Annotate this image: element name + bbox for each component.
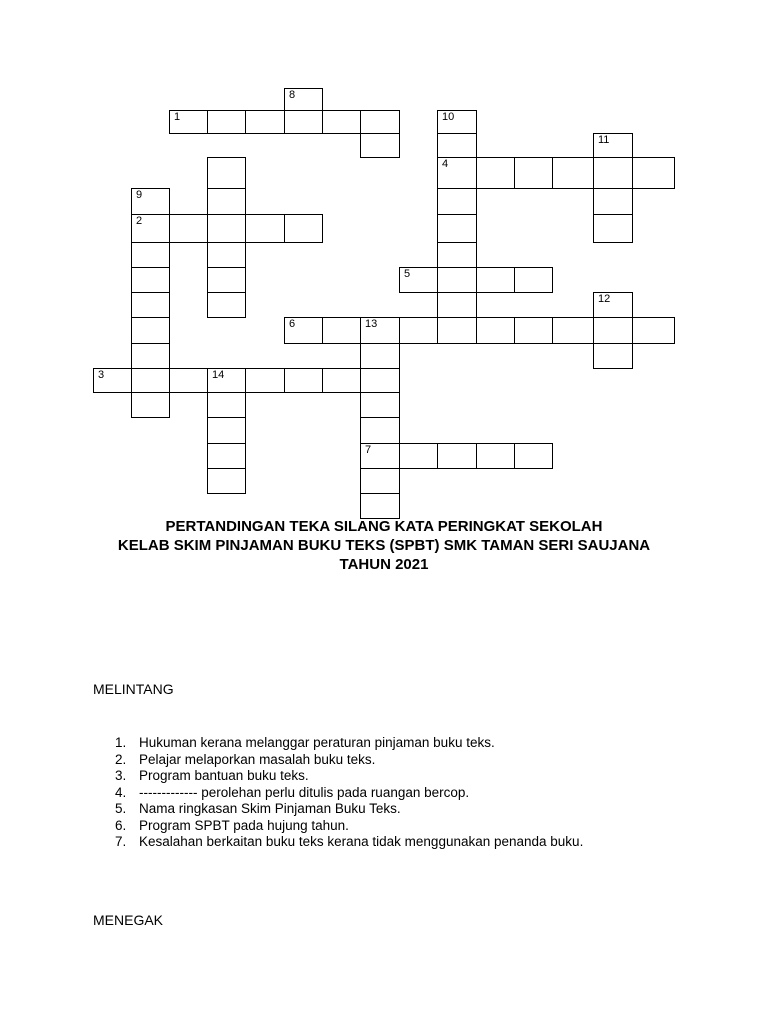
crossword-cell[interactable] <box>207 188 246 215</box>
crossword-cell[interactable] <box>632 317 675 344</box>
across-clue <box>93 834 583 851</box>
crossword-cell[interactable] <box>514 157 553 189</box>
crossword-cell[interactable] <box>399 267 438 293</box>
cell-number: 3 <box>98 369 105 381</box>
crossword-cell[interactable] <box>437 443 477 469</box>
crossword-cell[interactable] <box>437 292 477 318</box>
crossword-cell[interactable] <box>131 392 170 418</box>
crossword-cell[interactable] <box>360 443 400 469</box>
crossword-cell[interactable] <box>207 368 246 393</box>
cell-number: 14 <box>212 369 225 381</box>
crossword-cell[interactable] <box>207 443 246 469</box>
crossword-cell[interactable] <box>399 317 438 344</box>
crossword-cell[interactable] <box>360 343 400 369</box>
clue-number: 1. <box>115 735 127 750</box>
crossword-cell[interactable] <box>284 317 323 344</box>
crossword-cell[interactable] <box>245 368 285 393</box>
crossword-cell[interactable] <box>131 368 170 393</box>
crossword-cell[interactable] <box>360 368 400 393</box>
crossword-cell[interactable] <box>514 443 553 469</box>
crossword-cell[interactable] <box>360 110 400 134</box>
across-clue-list <box>93 735 583 851</box>
crossword-cell[interactable] <box>593 292 633 318</box>
crossword-cell[interactable] <box>322 368 361 393</box>
crossword-cell[interactable] <box>207 242 246 268</box>
crossword-cell[interactable] <box>245 110 285 134</box>
cell-number: 5 <box>404 268 411 280</box>
across-heading: MELINTANG <box>93 681 174 697</box>
crossword-cell[interactable] <box>437 133 477 158</box>
cell-number: 2 <box>136 215 143 227</box>
crossword-cell[interactable] <box>399 443 438 469</box>
crossword-cell[interactable] <box>131 292 170 318</box>
clue-text: ------------- perolehan perlu ditulis pada ruangan bercop. <box>139 784 470 800</box>
clue-text: Nama ringkasan Skim Pinjaman Buku Teks. <box>139 801 401 816</box>
crossword-cell[interactable] <box>437 267 477 293</box>
crossword-cell[interactable] <box>593 214 633 243</box>
crossword-cell[interactable] <box>437 317 477 344</box>
crossword-cell[interactable] <box>514 267 553 293</box>
crossword-cell[interactable] <box>322 110 361 134</box>
clue-number: 2. <box>115 751 127 767</box>
across-clue <box>93 785 583 802</box>
crossword-cell[interactable] <box>284 368 323 393</box>
crossword-cell[interactable] <box>437 214 477 243</box>
crossword-cell[interactable] <box>207 157 246 189</box>
crossword-cell[interactable] <box>360 468 400 494</box>
crossword-cell[interactable] <box>593 133 633 158</box>
clue-text: Kesalahan berkaitan buku teks kerana tidak menggunakan penanda buku. <box>139 834 584 849</box>
crossword-cell[interactable] <box>245 214 285 243</box>
crossword-cell[interactable] <box>593 317 633 344</box>
across-clue <box>93 735 583 752</box>
crossword-cell[interactable] <box>284 214 323 243</box>
title-line-3: TAHUN 2021 <box>339 556 429 573</box>
clue-number: 4. <box>115 784 127 800</box>
clue-text: Program SPBT pada hujung tahun. <box>139 817 349 833</box>
crossword-cell[interactable] <box>552 317 594 344</box>
crossword-cell[interactable] <box>207 392 246 418</box>
cell-number: 9 <box>136 189 143 201</box>
crossword-cell[interactable] <box>284 110 323 134</box>
crossword-cell[interactable] <box>169 110 208 134</box>
cell-number: 8 <box>289 89 296 101</box>
crossword-cell[interactable] <box>360 392 400 418</box>
page-title <box>0 517 768 574</box>
title-line-2: KELAB SKIM PINJAMAN BUKU TEKS (SPBT) SMK TAMAN SERI SAUJANA <box>117 537 651 554</box>
crossword-cell[interactable] <box>169 214 208 243</box>
crossword-cell[interactable] <box>131 188 170 215</box>
title-line-1: PERTANDINGAN TEKA SILANG KATA PERINGKAT SEKOLAH <box>165 518 603 535</box>
cell-number: 6 <box>289 318 296 330</box>
crossword-cell[interactable] <box>593 188 633 215</box>
crossword-cell[interactable] <box>131 267 170 293</box>
clue-number: 6. <box>115 817 127 833</box>
across-clue <box>93 768 583 785</box>
crossword-cell[interactable] <box>131 343 170 369</box>
clue-number: 5. <box>115 801 127 816</box>
crossword-cell[interactable] <box>593 157 633 189</box>
crossword-cell[interactable] <box>632 157 675 189</box>
clue-text: Pelajar melaporkan masalah buku teks. <box>139 751 376 767</box>
crossword-cell[interactable] <box>437 242 477 268</box>
crossword-cell[interactable] <box>593 343 633 369</box>
cell-number: 12 <box>598 293 611 305</box>
clue-number: 3. <box>115 768 127 783</box>
crossword-cell[interactable] <box>437 110 477 134</box>
crossword-cell[interactable] <box>360 317 400 344</box>
across-clue <box>93 752 583 769</box>
crossword-cell[interactable] <box>514 317 553 344</box>
clue-number: 7. <box>115 834 127 849</box>
crossword-cell[interactable] <box>207 110 246 134</box>
crossword-cell[interactable] <box>476 443 515 469</box>
crossword-cell[interactable] <box>131 317 170 344</box>
crossword-cell[interactable] <box>552 157 594 189</box>
crossword-cell[interactable] <box>476 267 515 293</box>
cell-number: 11 <box>598 134 610 146</box>
crossword-cell[interactable] <box>207 214 246 243</box>
crossword-cell[interactable] <box>207 417 246 444</box>
crossword-cell[interactable] <box>207 468 246 494</box>
crossword-cell[interactable] <box>437 157 477 189</box>
cell-number: 4 <box>442 158 449 170</box>
cell-number: 13 <box>365 318 378 330</box>
across-clue <box>93 818 583 835</box>
crossword-cell[interactable] <box>131 214 170 243</box>
crossword-cell[interactable] <box>93 368 132 393</box>
cell-number: 7 <box>365 444 372 456</box>
clue-text: Program bantuan buku teks. <box>139 768 309 783</box>
crossword-cell[interactable] <box>476 317 515 344</box>
cell-number: 1 <box>174 111 181 123</box>
crossword-cell[interactable] <box>207 267 246 293</box>
crossword-cell[interactable] <box>131 242 170 268</box>
crossword-cell[interactable] <box>360 133 400 158</box>
crossword-cell[interactable] <box>284 88 323 111</box>
across-clue <box>93 801 583 818</box>
clue-text: Hukuman kerana melanggar peraturan pinjaman buku teks. <box>139 735 495 750</box>
cell-number: 10 <box>442 111 455 123</box>
crossword-cell[interactable] <box>360 417 400 444</box>
down-heading: MENEGAK <box>93 912 164 928</box>
crossword-cell[interactable] <box>207 292 246 318</box>
crossword-cell[interactable] <box>322 317 361 344</box>
crossword-cell[interactable] <box>476 157 515 189</box>
crossword-cell[interactable] <box>360 493 400 519</box>
crossword-cell[interactable] <box>169 368 208 393</box>
crossword-cell[interactable] <box>437 188 477 215</box>
